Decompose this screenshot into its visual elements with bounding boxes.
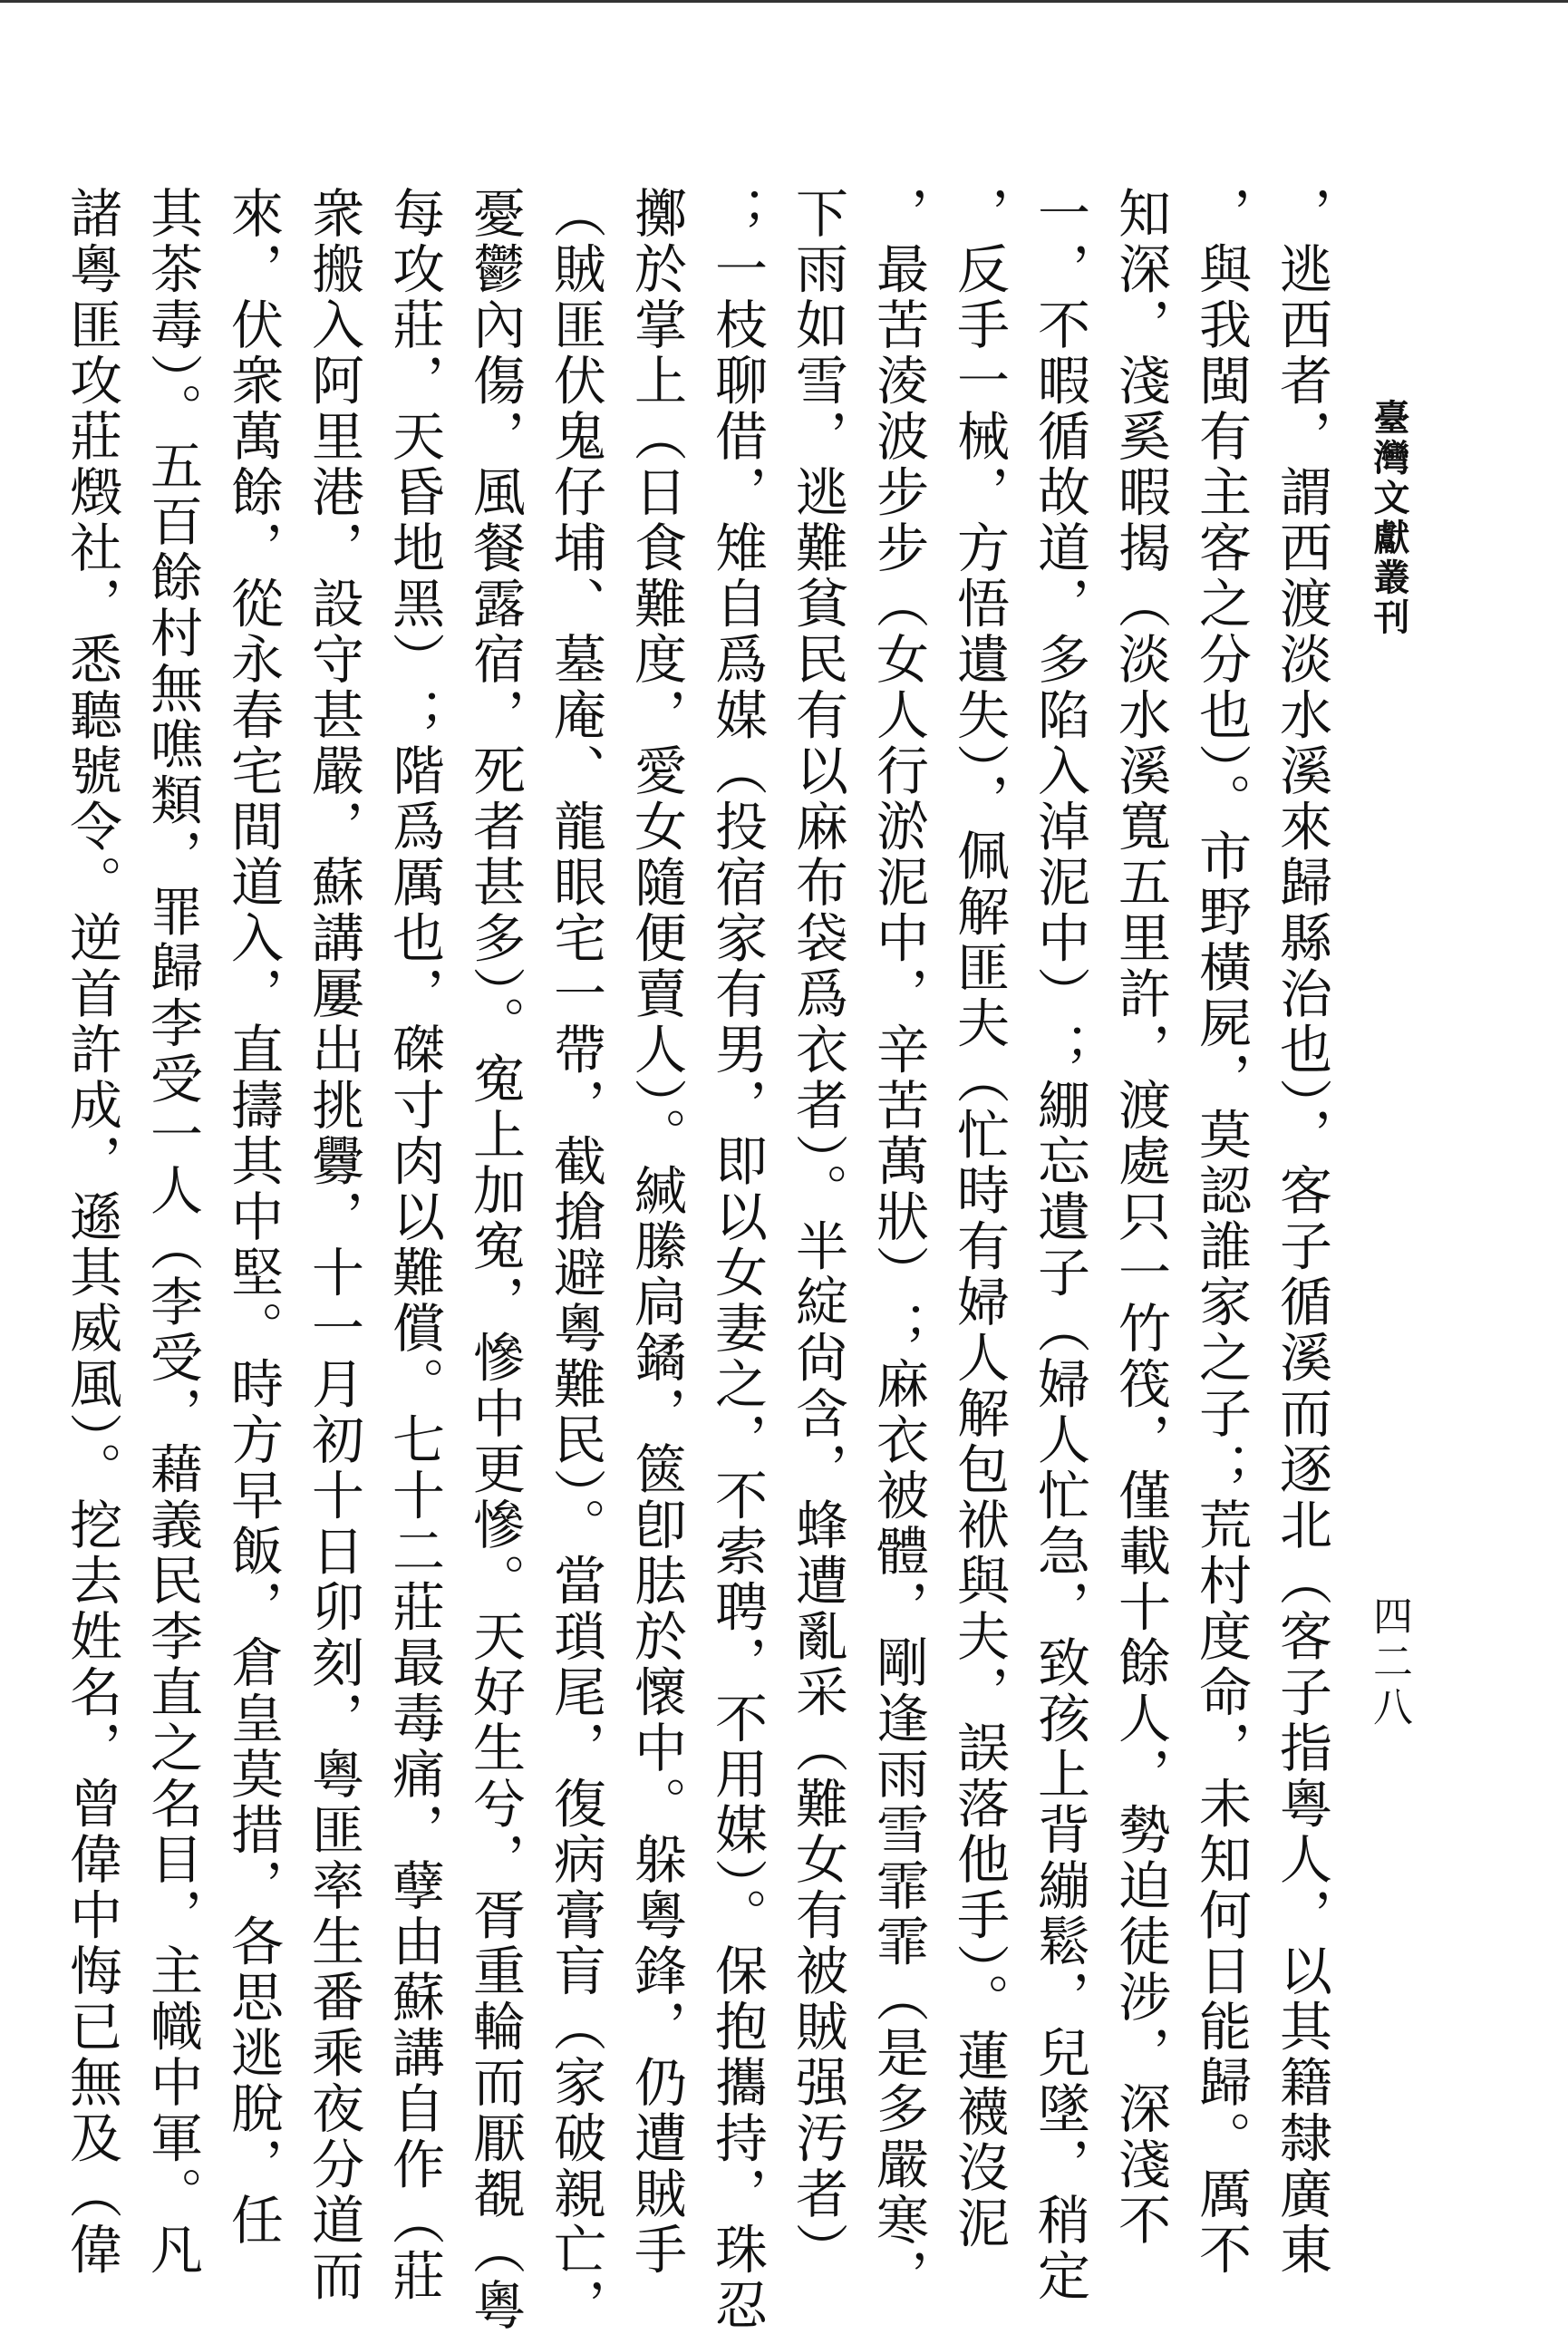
- text-column: 下雨如雪，逃難貧民有以麻布袋爲衣者）。半綻尙含，蜂遭亂采（難女有被賊强汚者）: [787, 186, 848, 2278]
- text-column: 憂鬱內傷，風餐露宿，死者甚多）。寃上加寃，慘中更慘。天好生兮，胥重輪而厭覩（粵: [464, 186, 526, 2334]
- text-column: 每攻莊，天昏地黑）；階爲厲也，磔寸肉以難償。七十二莊最毒痛，孽由蘇講自作（莊: [383, 186, 445, 2304]
- page-number: 四二八: [1366, 1595, 1412, 1731]
- text-column: 衆搬入阿里港，設守甚嚴，蘇講屢出挑釁，十一月初十日卯刻，粵匪率生番乘夜分道而: [303, 186, 364, 2304]
- text-column: 擲於掌上（日食難度，愛女隨便賣人）。緘縢扃鐍，篋卽胠於懷中。躲粵鋒，仍遭賊手: [625, 186, 687, 2278]
- text-column: （賊匪伏鬼仔埔、墓庵、龍眼宅一帶，截搶避粵難民）。當瑣尾，復病膏肓（家破親亡，: [545, 186, 606, 2334]
- text-column: 其茶毒）。五百餘村無噍類，罪歸李受一人（李受，藉義民李直之名目，主幟中軍。凡: [141, 186, 203, 2278]
- text-column: 來，伏衆萬餘，從永春宅間道入，直擣其中堅。時方早飯，倉皇莫措，各思逃脫，任: [222, 186, 284, 2249]
- text-column: 諸粵匪攻莊燬社，悉聽號令。逆首許成，遜其威風）。挖去姓名，曾偉中悔已無及（偉: [61, 186, 122, 2278]
- text-column: 知深，淺奚暇揭（淡水溪寬五里許，渡處只一竹筏，僅載十餘人，勢迫徒涉，深淺不: [1109, 186, 1171, 2249]
- text-column: ；一枝聊借，雉自爲媒（投宿家有男，即以女妻之，不索聘，不用媒）。保抱攜持，珠忍: [706, 186, 768, 2334]
- text-column: ，與我閩有主客之分也）。市野橫屍，莫認誰家之子；荒村度命，未知何日能歸。厲不: [1190, 186, 1252, 2278]
- top-border-rule: [0, 0, 1568, 3]
- text-column: ，最苦淩波步步（女人行淤泥中，辛苦萬狀）；麻衣被體，剛逢雨雪霏霏（是多嚴寒，: [867, 186, 929, 2304]
- body-text: [61, 186, 1341, 2334]
- text-column: ，反手一械，方悟遺失），佩解匪夫（忙時有婦人解包袱與夫，誤落他手）。蓮襪沒泥: [948, 186, 1010, 2252]
- series-title: 臺灣文獻叢刊: [1368, 399, 1410, 638]
- text-column: ，逃西者，謂西渡淡水溪來歸縣治也），客子循溪而逐北（客子指粵人，以其籍隸廣東: [1271, 186, 1332, 2278]
- text-column: 一，不暇循故道，多陷入淖泥中）；綳忘遺子（婦人忙急，致孩上背繃鬆，兒墜，稍定: [1029, 186, 1090, 2304]
